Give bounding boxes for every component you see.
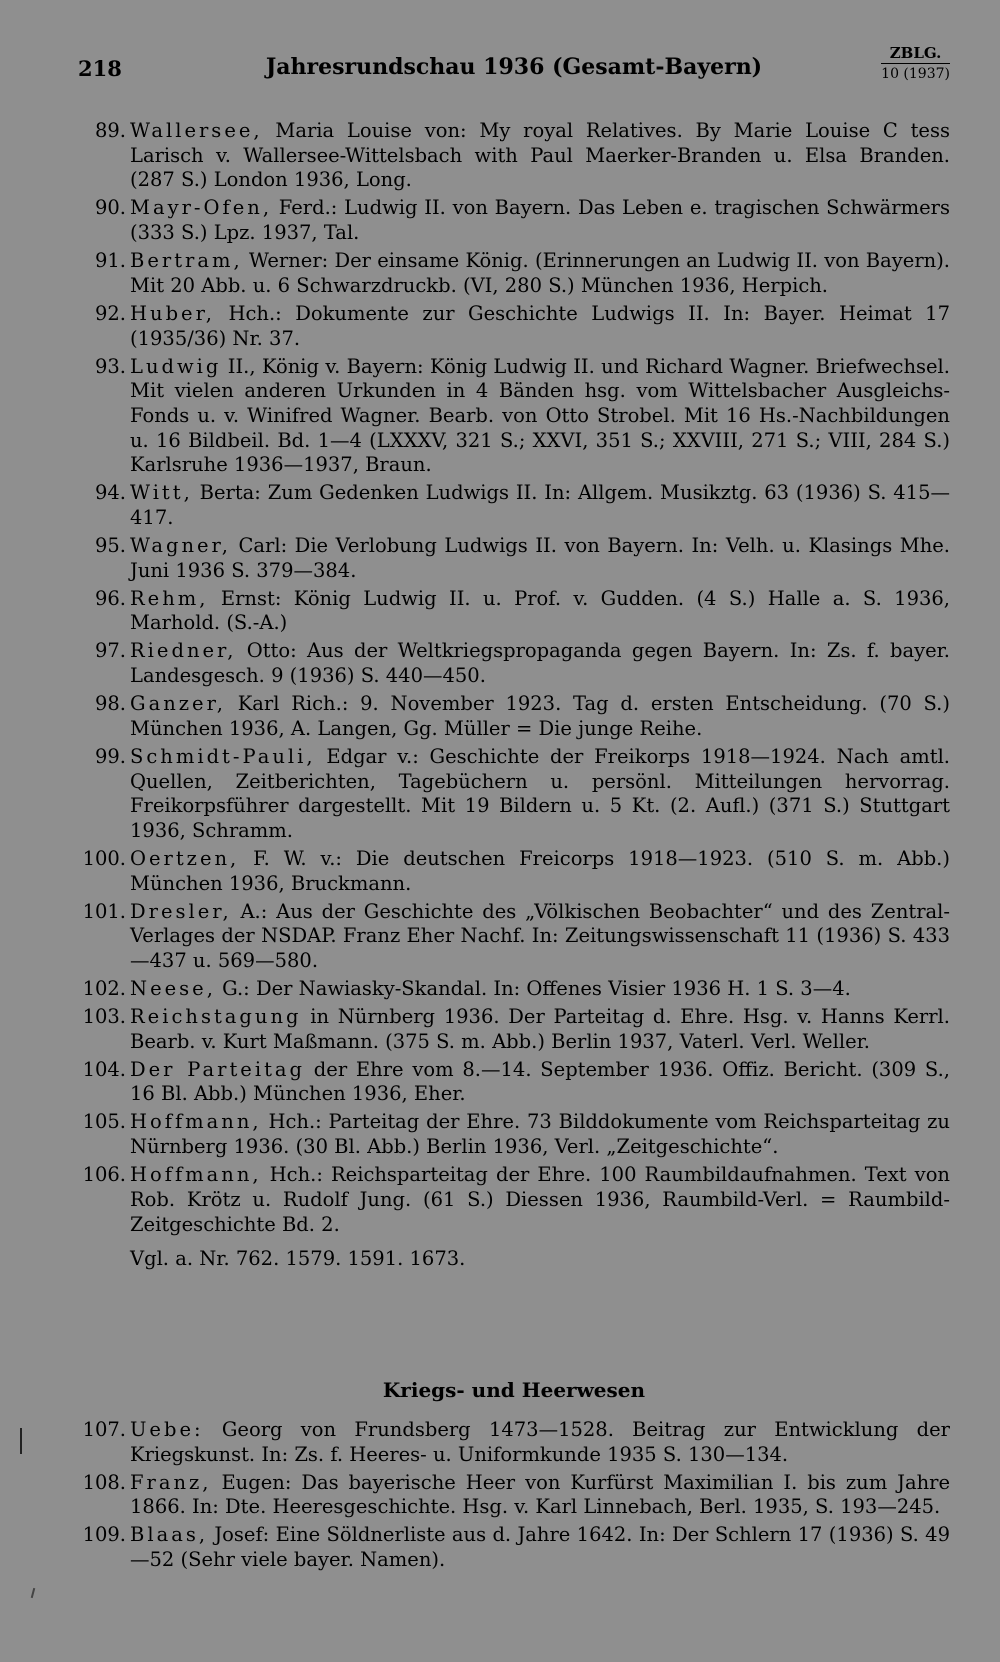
entry-text: Carl: Die Verlobung Ludwigs II. von Bayern. In: Velh. u. Klasings Mhe. Juni 1936 S. 379—384. [130, 534, 950, 582]
entry-number: 101. [82, 899, 126, 923]
entry-number: 100. [82, 846, 126, 870]
entry-text: Hch.: Parteitag der Ehre. 73 Bilddokumente vom Reichsparteitag zu Nürnberg 1936. (30 Bl. Abb.) Berlin 1936, Verl. „Zeitgeschichte“. [130, 1110, 950, 1159]
bibliography-entry [78, 196, 950, 245]
entry-number: 104. [82, 1057, 126, 1081]
entry-number: 94. [94, 481, 126, 505]
journal-abbrev: ZBLG. [881, 44, 950, 64]
entry-number: 103. [82, 1005, 126, 1029]
margin-mark [31, 1588, 36, 1598]
bibliography-entry [78, 302, 950, 351]
entry-number: 98. [94, 692, 126, 716]
entry-author: Schmidt-Pauli, [130, 744, 316, 768]
bibliography-entry [78, 1163, 950, 1237]
bibliography-entry [78, 587, 950, 636]
entry-author: Huber, [130, 301, 215, 325]
entry-author: Wallersee, [130, 119, 263, 142]
entry-number: 102. [82, 977, 126, 1001]
entry-author: Hoffmann, [130, 1163, 262, 1187]
entry-text: Georg von Frundsberg 1473—1528. Beitrag zur Entwicklung der Kriegskunst. In: Zs. f. Heeres- u. Uniformkunde 1935 S. 130—134. [130, 1418, 950, 1466]
entry-number: 97. [94, 639, 126, 663]
entry-text: Ernst: König Ludwig II. u. Prof. v. Gudden. (4 S.) Halle a. S. 1936, Marhold. (S.-A.) [130, 586, 950, 635]
running-title: Jahresrundschau 1936 (Gesamt-Bayern) [265, 54, 763, 80]
entry-author: Riedner, [130, 639, 237, 663]
entry-number: 90. [94, 196, 126, 220]
entry-author: Reichstagung [130, 1005, 302, 1029]
entry-text: in Nürnberg 1936. Der Parteitag d. Ehre. Hsg. v. Hanns Kerrl. Bearb. v. Kurt Maßmann. (375 S. m. Abb.) Berlin 1937, Vaterl. Verl. Weller. [130, 1005, 950, 1053]
margin-mark [20, 1428, 22, 1454]
entry-number: 93. [94, 354, 126, 378]
bibliography-entry [78, 481, 950, 530]
entry-number: 96. [94, 586, 126, 610]
running-head [78, 44, 950, 94]
bibliography-entry [78, 119, 950, 193]
journal-reference [881, 44, 950, 82]
bibliography-entry [78, 249, 950, 298]
entry-author: Oertzen, [130, 846, 240, 870]
bibliography-list [78, 119, 950, 1271]
entry-text: Hch.: Dokumente zur Geschichte Ludwigs II. In: Bayer. Heimat 17 (1935/36) Nr. 37. [130, 301, 950, 350]
bibliography-entry [78, 355, 950, 479]
entry-text: Ferd.: Ludwig II. von Bayern. Das Leben e. tragischen Schwärmers (333 S.) Lpz. 1937, Tal. [130, 196, 950, 245]
bibliography-list-military [78, 1418, 950, 1576]
entry-number: 91. [94, 249, 126, 273]
bibliography-entry [78, 1523, 950, 1572]
entry-text: Hch.: Reichsparteitag der Ehre. 100 Raumbildaufnahmen. Text von Rob. Krötz u. Rudolf Jung. (61 S.) Diessen 1936, Raumbild-Verl. = Raumbild-Zeitgeschichte Bd. 2. [130, 1163, 950, 1236]
entry-number: 106. [82, 1163, 126, 1187]
entry-number: 109. [82, 1523, 126, 1547]
bibliography-entry [78, 977, 950, 1002]
bibliography-entry [78, 745, 950, 844]
entry-number: 92. [94, 301, 126, 325]
entry-author: Witt, [130, 481, 193, 505]
entry-number: 108. [82, 1470, 126, 1494]
entry-number: 105. [82, 1110, 126, 1134]
page-number: 218 [78, 56, 122, 81]
entry-author: Hoffmann, [130, 1110, 262, 1134]
entry-number: 95. [94, 534, 126, 558]
entry-author: Blaas, [130, 1523, 209, 1547]
bibliography-entry [78, 692, 950, 741]
entry-author: Neese, [130, 977, 216, 1001]
entry-text: der Ehre vom 8.—14. September 1936. Offiz. Bericht. (309 S., 16 Bl. Abb.) München 1936, Eher. [130, 1057, 950, 1106]
entry-author: Rehm, [130, 586, 209, 610]
entry-author: Uebe: [130, 1418, 204, 1441]
entry-text: G.: Der Nawiasky-Skandal. In: Offenes Visier 1936 H. 1 S. 3—4. [215, 977, 851, 1001]
entry-author: Ganzer, [130, 692, 226, 716]
bibliography-entry [78, 900, 950, 974]
entry-author: Wagner, [130, 534, 231, 558]
bibliography-entry [78, 1005, 950, 1054]
bibliography-entry [78, 1418, 950, 1467]
entry-text: Berta: Zum Gedenken Ludwigs II. In: Allgem. Musikztg. 63 (1936) S. 415—417. [130, 481, 950, 530]
entry-number: 89. [94, 119, 126, 142]
entry-text: A.: Aus der Geschichte des „Völkischen Beobachter“ und des Zentral-Verlages der NSDAP. Franz Eher Nachf. In: Zeitungswissenschaft 11 (1936) S. 433—437 u. 569—580. [130, 899, 950, 973]
entry-author: Franz, [130, 1470, 212, 1494]
entry-text: Werner: Der einsame König. (Erinnerungen an Ludwig II. von Bayern). Mit 20 Abb. u. 6 Schwarzdruckb. (VI, 280 S.) München 1936, Herpich. [130, 249, 950, 297]
entry-author: Mayr-Ofen, [130, 196, 273, 220]
entry-text: Eugen: Das bayerische Heer von Kurfürst Maximilian I. bis zum Jahre 1866. In: Dte. Heeresgeschichte. Hsg. v. Karl Linnebach, Berl. 1935, S. 193—245. [130, 1470, 950, 1519]
journal-issue: 10 (1937) [881, 66, 950, 82]
entry-number: 107. [82, 1418, 126, 1441]
entry-author: Ludwig [130, 354, 222, 378]
entry-text: Maria Louise von: My royal Relatives. By Marie Louise C tess Larisch v. Wallersee-Wittelsbach with Paul Maerker-Branden u. Elsa Branden. (287 S.) London 1936, Long. [130, 119, 950, 192]
cross-reference: Vgl. a. Nr. 762. 1579. 1591. 1673. [130, 1247, 466, 1271]
bibliography-entry [78, 1110, 950, 1159]
bibliography-entry [78, 534, 950, 583]
entry-text: Otto: Aus der Weltkriegspropaganda gegen Bayern. In: Zs. f. bayer. Landesgesch. 9 (1936) S. 440—450. [130, 639, 950, 688]
entry-text: II., König v. Bayern: König Ludwig II. und Richard Wagner. Briefwechsel. Mit vielen anderen Urkunden in 4 Bänden hsg. vom Wittelsbacher Ausgleichs-Fonds u. v. Winifred Wagner. Bearb. von Otto Strobel. Mit 16 Hs.-Nachbildungen u. 16 Bildbeil. Bd. 1—4 (LXXXV, 321 S.; XXVI, 351 S.; XXVIII, 271 S.; VIII, 284 S.) Karlsruhe 1936—1937, Braun. [130, 354, 950, 477]
bibliography-entry [78, 639, 950, 688]
entry-author: Der Parteitag [130, 1057, 306, 1081]
entry-author: Dresler, [130, 899, 232, 923]
bibliography-entry [78, 1471, 950, 1520]
entry-author: Bertram, [130, 249, 243, 273]
entry-number: 99. [94, 744, 126, 768]
entry-text: Karl Rich.: 9. November 1923. Tag d. ersten Entscheidung. (70 S.) München 1936, A. Langen, Gg. Müller = Die junge Reihe. [130, 692, 950, 740]
entry-text: F. W. v.: Die deutschen Freicorps 1918—1923. (510 S. m. Abb.) München 1936, Bruckmann. [130, 846, 950, 895]
section-heading: Kriegs- und Heerwesen [382, 1378, 646, 1402]
bibliography-entry [78, 847, 950, 896]
bibliography-entry [78, 1058, 950, 1107]
entry-text: Edgar v.: Geschichte der Freikorps 1918—1924. Nach amtl. Quellen, Zeitberichten, Tagebüchern u. persönl. Mitteilungen hervorrag. Freikorpsführer dargestellt. Mit 19 Bildern u. 5 Kt. (2. Aufl.) (371 S.) Stuttgart 1936, Schramm. [130, 744, 950, 842]
entry-text: Josef: Eine Söldnerliste aus d. Jahre 1642. In: Der Schlern 17 (1936) S. 49—52 (Sehr viele bayer. Namen). [130, 1523, 950, 1572]
